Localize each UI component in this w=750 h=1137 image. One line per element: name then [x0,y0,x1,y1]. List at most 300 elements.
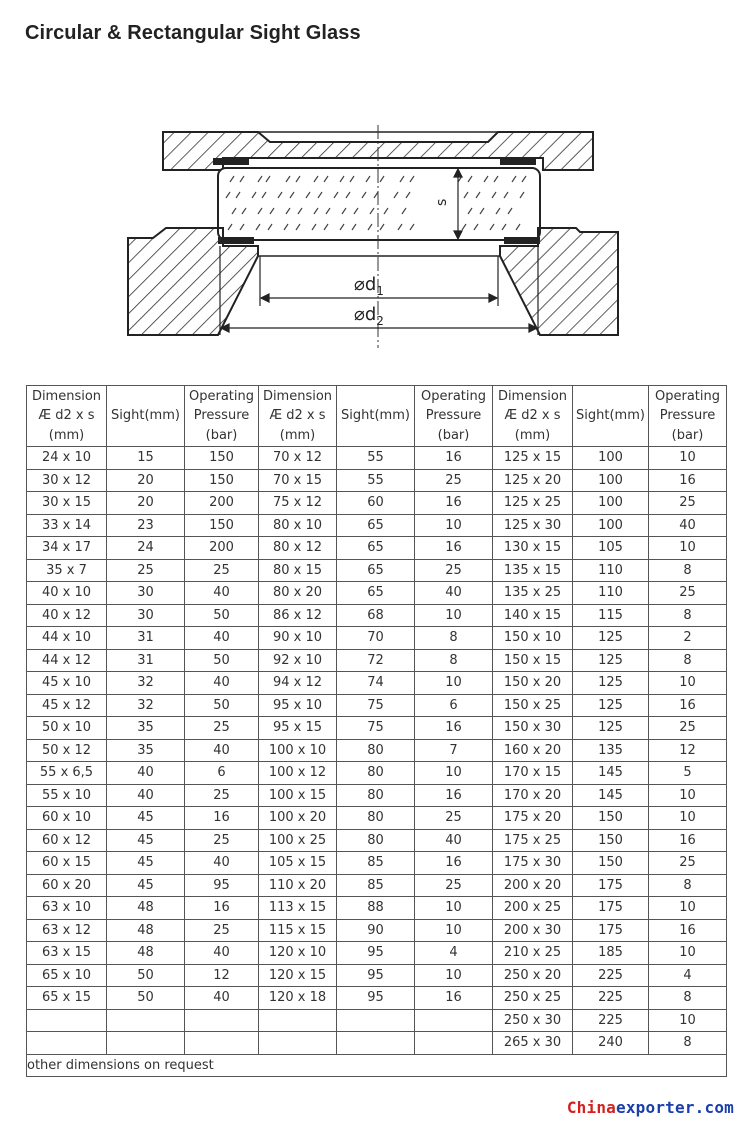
table-cell: 16 [415,784,493,807]
table-cell: 175 [573,897,649,920]
table-cell: 12 [649,739,727,762]
table-cell: 48 [107,942,185,965]
table-cell: 8 [415,627,493,650]
table-row [27,987,727,1010]
column-header-line: Operating [189,388,254,404]
table-cell: 24 x 10 [27,447,107,470]
table-cell: 100 [573,447,649,470]
table-cell: 25 [415,807,493,830]
table-cell: 34 x 17 [27,537,107,560]
table-cell: 100 [573,514,649,537]
table-row [27,1009,727,1032]
column-header-line: Æ d2 x s [269,408,326,424]
table-cell: 31 [107,649,185,672]
table-cell: 45 [107,829,185,852]
table-cell: 175 [573,874,649,897]
table-row [27,852,727,875]
label-d1: $⌀d_1$ [354,274,384,298]
column-header-line: Æ d2 x s [38,408,95,424]
watermark-part-2: exporter.com [616,1098,734,1117]
table-cell: 120 x 10 [259,942,337,965]
column-header-line: Dimension [497,388,568,404]
table-cell: 40 [185,852,259,875]
table-cell: 10 [415,672,493,695]
table-cell: 110 [573,582,649,605]
table-cell: 250 x 20 [493,964,573,987]
table-cell: 95 [337,964,415,987]
table-cell: 150 x 15 [493,649,573,672]
column-header-line: Sight(mm) [576,408,645,424]
table-row [27,604,727,627]
column-header [493,386,573,447]
table-cell: 60 x 12 [27,829,107,852]
table-cell: 10 [649,537,727,560]
table-cell [185,1032,259,1055]
table-cell [27,1009,107,1032]
table-cell: 125 [573,627,649,650]
page-title: Circular & Rectangular Sight Glass [25,22,361,44]
table-cell: 23 [107,514,185,537]
label-d2: $⌀d_2$ [354,304,384,328]
table-cell: 25 [649,492,727,515]
table-cell: 16 [649,469,727,492]
table-cell [415,1032,493,1055]
table-cell: 170 x 20 [493,784,573,807]
table-cell: 16 [649,694,727,717]
column-header-line: (bar) [205,427,238,443]
table-cell: 80 [337,739,415,762]
table-cell: 100 [573,469,649,492]
table-cell: 175 x 20 [493,807,573,830]
table-cell: 8 [649,1032,727,1055]
table-cell: 125 [573,717,649,740]
table-cell [259,1009,337,1032]
column-header [27,386,107,447]
table-cell: 65 [337,559,415,582]
table-row [27,942,727,965]
table-row [27,739,727,762]
table-cell: 30 x 15 [27,492,107,515]
column-header-line: Dimension [262,388,333,404]
table-cell: 30 [107,582,185,605]
column-header-line: (mm) [48,427,85,443]
table-cell [107,1009,185,1032]
table-cell: 200 [185,537,259,560]
table-cell: 15 [107,447,185,470]
column-header [573,386,649,447]
table-cell: 170 x 15 [493,762,573,785]
table-cell: 80 x 20 [259,582,337,605]
dimension-d1 [260,256,498,306]
table-cell: 55 [337,469,415,492]
column-header [649,386,727,447]
watermark-part-1: China [566,1098,616,1117]
table-cell: 40 [185,987,259,1010]
table-cell: 150 x 20 [493,672,573,695]
table-cell: 10 [415,762,493,785]
table-cell: 10 [415,514,493,537]
table-cell: 25 [649,717,727,740]
table-row [27,492,727,515]
table-cell: 145 [573,784,649,807]
table-cell: 25 [415,874,493,897]
top-right-gasket [500,158,536,165]
table-cell: 10 [649,942,727,965]
table-cell: 48 [107,919,185,942]
table-cell: 10 [649,447,727,470]
table-cell: 24 [107,537,185,560]
table-cell: 150 x 25 [493,694,573,717]
table-cell: 8 [415,649,493,672]
table-cell: 16 [415,537,493,560]
table-cell: 50 [185,604,259,627]
table-cell: 25 [185,919,259,942]
table-cell: 185 [573,942,649,965]
table-row [27,919,727,942]
table-cell: 125 x 30 [493,514,573,537]
column-header-line: Operating [421,388,486,404]
table-cell: 265 x 30 [493,1032,573,1055]
table-cell: 80 [337,762,415,785]
bottom-right-gasket [504,237,540,244]
table-row [27,874,727,897]
table-cell: 40 x 12 [27,604,107,627]
table-cell: 35 [107,717,185,740]
table-cell: 44 x 10 [27,627,107,650]
table-cell: 75 [337,717,415,740]
table-cell: 115 x 15 [259,919,337,942]
table-cell [259,1032,337,1055]
table-cell: 6 [185,762,259,785]
spec-table-wrapper [26,385,727,1077]
table-cell: 50 [107,987,185,1010]
table-cell: 60 [337,492,415,515]
table-cell: 55 x 10 [27,784,107,807]
table-cell: 25 [185,717,259,740]
table-cell: 110 [573,559,649,582]
table-cell: 100 x 10 [259,739,337,762]
table-cell: 150 [573,852,649,875]
table-cell: 80 x 12 [259,537,337,560]
table-cell: 70 x 15 [259,469,337,492]
table-cell: 125 [573,672,649,695]
column-header-line: Pressure [659,408,716,424]
table-row [27,514,727,537]
table-cell: 94 x 12 [259,672,337,695]
table-row [27,694,727,717]
table-cell: 175 x 30 [493,852,573,875]
table-cell: 115 [573,604,649,627]
table-cell: 40 [649,514,727,537]
table-row [27,762,727,785]
table-cell [27,1032,107,1055]
spec-table [26,385,727,1077]
column-header-line: Pressure [193,408,250,424]
table-cell: 100 x 12 [259,762,337,785]
table-cell: 8 [649,874,727,897]
table-cell: 16 [415,717,493,740]
table-cell [337,1009,415,1032]
table-cell: 150 [573,829,649,852]
column-header [259,386,337,447]
table-cell: 63 x 10 [27,897,107,920]
table-cell [337,1032,415,1055]
table-cell: 250 x 25 [493,987,573,1010]
column-header-line: Æ d2 x s [504,408,561,424]
body-right [500,228,618,335]
table-cell: 33 x 14 [27,514,107,537]
table-cell: 16 [415,987,493,1010]
table-cell: 95 x 15 [259,717,337,740]
column-header-line: (mm) [279,427,316,443]
table-cell: 60 x 10 [27,807,107,830]
table-cell: 150 [573,807,649,830]
table-note-row [27,1054,727,1076]
table-cell: 45 x 12 [27,694,107,717]
table-note: other dimensions on request [27,1054,727,1076]
table-cell: 68 [337,604,415,627]
table-cell: 125 [573,649,649,672]
table-cell: 25 [185,829,259,852]
table-cell: 40 [415,829,493,852]
column-header-line: Pressure [425,408,482,424]
table-cell: 125 [573,694,649,717]
table-cell: 63 x 12 [27,919,107,942]
table-cell: 65 x 10 [27,964,107,987]
table-cell: 130 x 15 [493,537,573,560]
table-cell: 8 [649,649,727,672]
table-cell: 95 x 10 [259,694,337,717]
table-cell: 74 [337,672,415,695]
table-cell: 200 x 30 [493,919,573,942]
column-header-line: Operating [655,388,720,404]
table-cell: 145 [573,762,649,785]
table-cell: 70 [337,627,415,650]
table-cell [185,1009,259,1032]
table-cell [107,1032,185,1055]
table-cell: 75 x 12 [259,492,337,515]
table-cell [415,1009,493,1032]
table-cell: 95 [337,987,415,1010]
table-row [27,582,727,605]
table-cell: 16 [415,852,493,875]
table-cell: 200 x 20 [493,874,573,897]
table-cell: 40 [185,627,259,650]
table-cell: 250 x 30 [493,1009,573,1032]
table-cell: 25 [649,852,727,875]
table-cell: 65 x 15 [27,987,107,1010]
table-cell: 90 x 10 [259,627,337,650]
table-cell: 120 x 18 [259,987,337,1010]
watermark-logo [567,1098,734,1117]
table-cell: 40 x 10 [27,582,107,605]
sight-glass-drawing [118,120,628,352]
table-cell: 95 [185,874,259,897]
table-cell: 50 [185,649,259,672]
column-header-line: (bar) [437,427,470,443]
table-cell: 110 x 20 [259,874,337,897]
column-header-line: (bar) [671,427,704,443]
table-cell: 105 x 15 [259,852,337,875]
table-cell: 20 [107,469,185,492]
spec-table-body [27,447,727,1077]
table-cell: 12 [185,964,259,987]
table-cell: 40 [185,739,259,762]
table-cell: 16 [185,897,259,920]
table-cell: 160 x 20 [493,739,573,762]
table-cell: 25 [415,559,493,582]
table-cell: 45 [107,874,185,897]
table-cell: 210 x 25 [493,942,573,965]
column-header [415,386,493,447]
table-cell: 80 [337,784,415,807]
table-cell: 32 [107,672,185,695]
column-header-line: Sight(mm) [341,408,410,424]
table-cell: 92 x 10 [259,649,337,672]
table-cell: 44 x 12 [27,649,107,672]
table-cell: 150 [185,469,259,492]
table-cell: 125 x 15 [493,447,573,470]
table-cell: 80 x 10 [259,514,337,537]
table-cell: 40 [185,672,259,695]
table-cell: 95 [337,942,415,965]
table-cell: 72 [337,649,415,672]
table-cell: 16 [185,807,259,830]
table-cell: 8 [649,987,727,1010]
table-cell: 10 [649,672,727,695]
table-cell: 105 [573,537,649,560]
table-cell: 60 x 20 [27,874,107,897]
table-cell: 16 [649,919,727,942]
table-cell: 113 x 15 [259,897,337,920]
table-cell: 40 [185,942,259,965]
spec-table-header [27,386,727,447]
table-cell: 55 [337,447,415,470]
table-cell: 10 [415,964,493,987]
table-row [27,537,727,560]
table-cell: 150 x 10 [493,627,573,650]
table-cell: 150 [185,514,259,537]
table-cell: 40 [185,582,259,605]
table-cell: 25 [185,784,259,807]
column-header-line: (mm) [514,427,551,443]
table-cell: 85 [337,852,415,875]
table-cell: 10 [415,919,493,942]
table-cell: 135 x 25 [493,582,573,605]
column-header [107,386,185,447]
table-cell: 63 x 15 [27,942,107,965]
table-row [27,829,727,852]
glass-disc [218,168,540,240]
table-cell: 25 [649,582,727,605]
table-row [27,897,727,920]
table-cell: 65 [337,582,415,605]
table-cell: 88 [337,897,415,920]
table-cell: 8 [649,559,727,582]
table-row [27,649,727,672]
table-row [27,627,727,650]
table-cell: 5 [649,762,727,785]
table-row [27,964,727,987]
table-cell: 40 [107,762,185,785]
table-cell: 100 x 15 [259,784,337,807]
table-cell: 125 x 20 [493,469,573,492]
table-cell: 150 x 30 [493,717,573,740]
table-cell: 50 x 10 [27,717,107,740]
table-cell: 150 [185,447,259,470]
table-cell: 8 [649,604,727,627]
top-left-gasket [213,158,249,165]
table-cell: 100 [573,492,649,515]
table-cell: 25 [185,559,259,582]
column-header-line: Sight(mm) [111,408,180,424]
table-row [27,469,727,492]
table-cell: 16 [649,829,727,852]
table-cell: 80 x 15 [259,559,337,582]
table-cell: 125 x 25 [493,492,573,515]
table-cell: 55 x 6,5 [27,762,107,785]
table-cell: 30 x 12 [27,469,107,492]
table-cell: 50 [185,694,259,717]
table-row [27,559,727,582]
table-cell: 175 x 25 [493,829,573,852]
column-header [185,386,259,447]
table-cell: 70 x 12 [259,447,337,470]
table-cell: 100 x 25 [259,829,337,852]
table-cell: 2 [649,627,727,650]
table-cell: 225 [573,964,649,987]
table-cell: 25 [415,469,493,492]
table-cell: 135 x 15 [493,559,573,582]
table-cell: 25 [107,559,185,582]
table-cell: 10 [649,784,727,807]
table-cell: 225 [573,1009,649,1032]
table-cell: 80 [337,829,415,852]
table-cell: 120 x 15 [259,964,337,987]
table-row [27,784,727,807]
table-row [27,672,727,695]
table-cell: 35 [107,739,185,762]
table-cell: 7 [415,739,493,762]
table-cell: 200 [185,492,259,515]
table-row [27,1032,727,1055]
table-cell: 200 x 25 [493,897,573,920]
table-cell: 45 x 10 [27,672,107,695]
table-cell: 85 [337,874,415,897]
table-cell: 30 [107,604,185,627]
column-header-line: Dimension [31,388,102,404]
table-cell: 65 [337,537,415,560]
table-cell: 20 [107,492,185,515]
table-cell: 140 x 15 [493,604,573,627]
table-cell: 50 x 12 [27,739,107,762]
table-cell: 175 [573,919,649,942]
table-cell: 10 [649,807,727,830]
table-cell: 4 [649,964,727,987]
table-cell: 40 [107,784,185,807]
table-cell: 48 [107,897,185,920]
table-cell: 35 x 7 [27,559,107,582]
table-cell: 16 [415,447,493,470]
body-left [128,228,258,335]
table-cell: 10 [649,1009,727,1032]
table-cell: 60 x 15 [27,852,107,875]
table-cell: 45 [107,807,185,830]
label-s: s [434,198,450,206]
table-cell: 90 [337,919,415,942]
table-cell: 100 x 20 [259,807,337,830]
column-header [337,386,415,447]
